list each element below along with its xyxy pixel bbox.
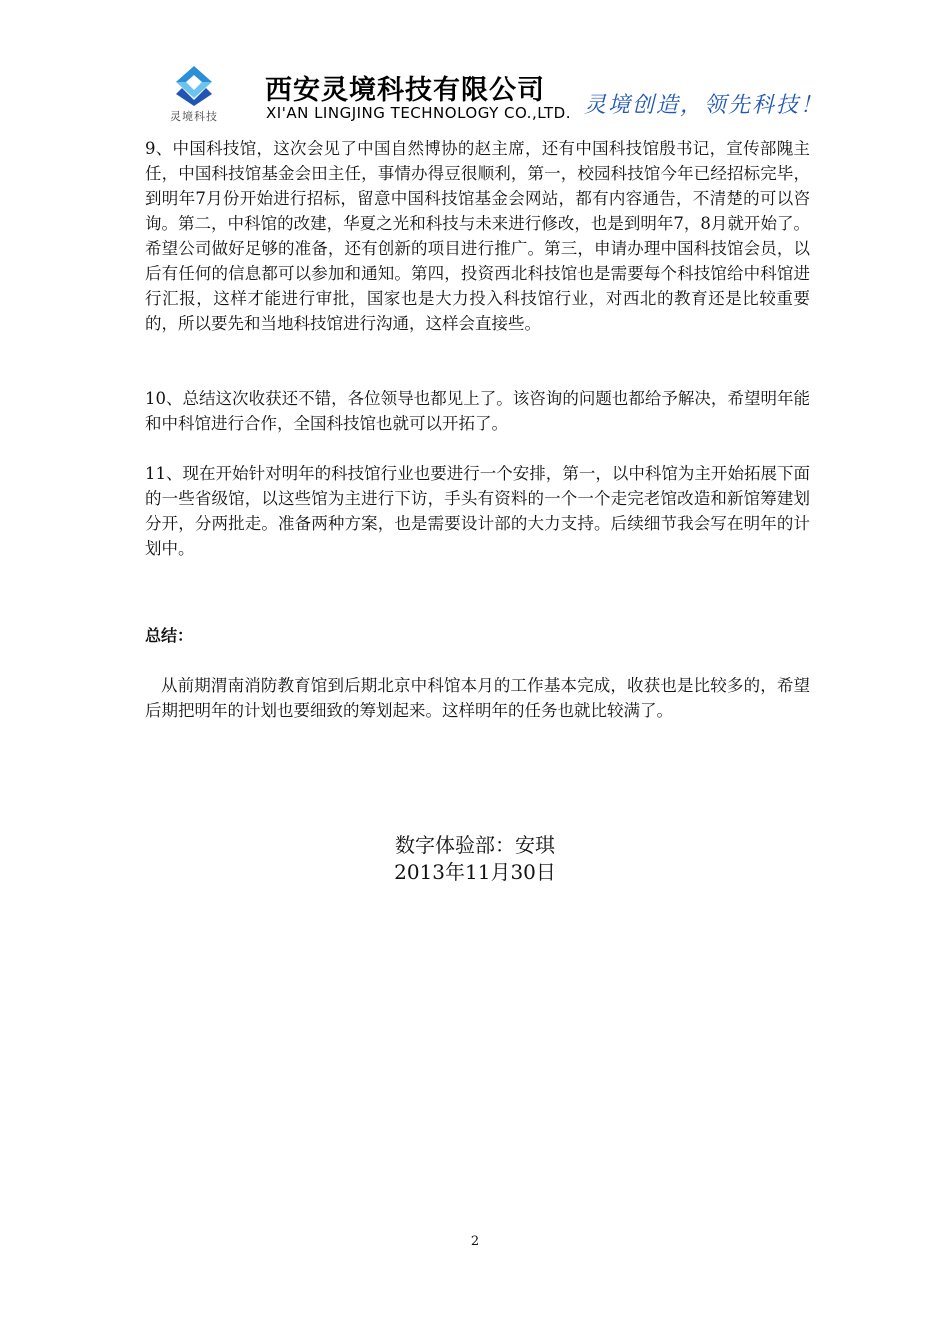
- company-logo-icon: [168, 64, 220, 108]
- logo-caption: 灵境科技: [170, 110, 218, 123]
- page-number: 2: [470, 1234, 480, 1249]
- paragraph-10: 10、总结这次收获还不错，各位领导也都见上了。该咨询的问题也都给予解决，希望明年能和中科馆进行合作，全国科技馆也就可以开拓了。: [145, 389, 810, 433]
- letterhead: [0, 0, 950, 135]
- paragraph-11: 11、现在开始针对明年的科技馆行业也要进行一个安排，第一，以中科馆为主开始拓展下面的一些省级馆，以这些馆为主进行下访，手头有资料的一个一个走完老馆改造和新馆筹建划分开，分两批走。准备两种方案，也是需要设计部的大力支持。后续细节我会写在明年的计划中。: [145, 464, 810, 558]
- company-name-en: XI'AN LINGJING TECHNOLOGY CO.,LTD.: [266, 104, 571, 122]
- company-name-cn: 西安灵境科技有限公司: [265, 75, 545, 106]
- signature-department: 数字体验部：安琪: [395, 833, 555, 857]
- company-slogan: 灵境创造，领先科技！: [584, 93, 825, 118]
- paragraph-9: 9、中国科技馆，这次会见了中国自然博协的赵主席，还有中国科技馆殷书记，宣传部隗主任，中国科技馆基金会田主任，事情办得豆很顺利，第一，校园科技馆今年已经招标完毕，到明年7月份开始进行招标，留意中国科技馆基金会网站，都有内容通告，不清楚的可以咨询。第二，中科馆的改建，华夏之光和科技与未来进行修改，也是到明年7，8月就开始了。希望公司做好足够的准备，还有创新的项目进行推广。第三，申请办理中国科技馆会员，以后有任何的信息都可以参加和通知。第四，投资西北科技馆也是需要每个科技馆给中科馆进行汇报，这样才能进行审批，国家也是大力投入科技馆行业，对西北的教育还是比较重要的，所以要先和当地科技馆进行沟通，这样会直接些。: [145, 139, 810, 333]
- summary-heading: 总结：: [145, 626, 194, 645]
- signature-block: [0, 832, 950, 886]
- summary-paragraph: 从前期渭南消防教育馆到后期北京中科馆本月的工作基本完成，收获也是比较多的，希望后期把明年的计划也要细致的筹划起来。这样明年的任务也就比较满了。: [145, 676, 810, 720]
- signature-date: 2013年11月30日: [394, 860, 556, 884]
- document-body: [145, 136, 810, 723]
